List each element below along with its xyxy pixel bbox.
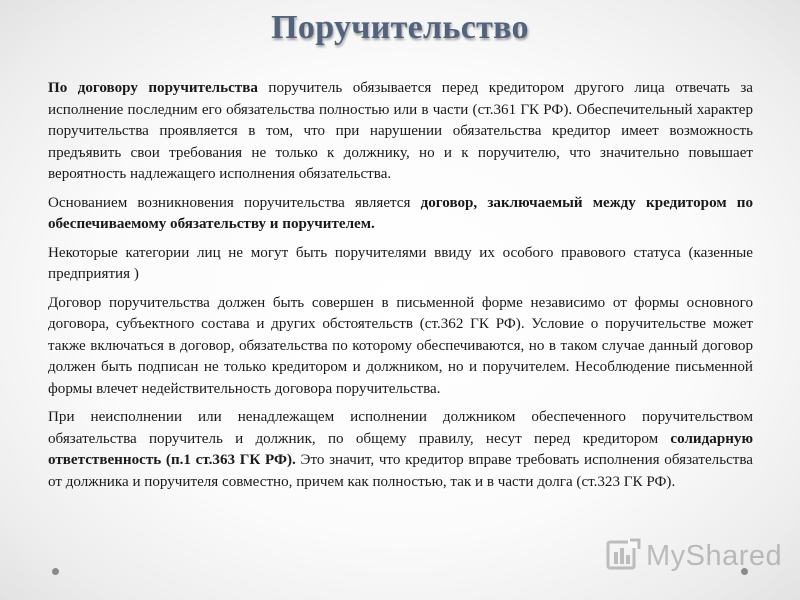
slide-body [48,78,753,500]
paragraph-1-run-1: По договору поручительства [48,80,258,96]
paragraph-5 [48,407,753,493]
slide-title: Поручительство [271,9,529,46]
paragraph-5-run-1: При неисполнении или ненадлежащем исполнении должником обеспеченного поручительством обязательства поручитель и должник, по общему правилу, несут перед кредитором [48,409,753,447]
myshared-logo-icon [606,538,642,572]
paragraph-1-run-2: поручитель обязывается перед кредитором другого лица отвечать за исполнение последним его обязательства полностью или в части (ст.361 ГК РФ). Обеспечительный характер поручительства проявляется в том, что при нарушении обязательства кредитор имеет возможность предъявить свои требования не только к должнику, но и к поручителю, что значительно повышает вероятность надлежащего исполнения обязательства. [48,80,753,182]
paragraph-4 [48,293,753,401]
paragraph-3 [48,243,753,286]
paragraph-1 [48,78,753,186]
paragraph-5-run-2: солидарную ответственность (п.1 ст.363 ГК РФ). [48,430,753,468]
paragraph-5-run-3: Это значит, что кредитор вправе требовать исполнения обязательства от должника и поручителя совместно, причем как полностью, так и в части долга (ст.323 ГК РФ). [48,452,754,490]
paragraph-2-run-1: Основанием возникновения поручительства является [48,194,421,211]
paragraph-2-run-2: договор, заключаемый между кредитором по обеспечиваемому обязательству и поручителем. [48,194,754,232]
watermark-logo [606,536,783,576]
left-bullet-dot [52,568,59,575]
watermark-text: MyShared [646,540,783,572]
paragraph-3-run-1: Некоторые категории лиц не могут быть поручителями ввиду их особого правового статуса (казенные предприятия ) [48,244,753,282]
paragraph-2 [48,193,753,236]
paragraph-4-run-1: Договор поручительства должен быть совершен в письменной форме независимо от формы основного договора, субъектного состава и других обстоятельств (ст.362 ГК РФ). Условие о поручительстве может также включаться в договор, обязательства по которому обеспечиваются, но в таком случае данный договор должен быть подписан не только кредитором и должником, но и поручителем. Несоблюдение письменной формы влечет недействительность договора поручительства. [48,294,753,397]
